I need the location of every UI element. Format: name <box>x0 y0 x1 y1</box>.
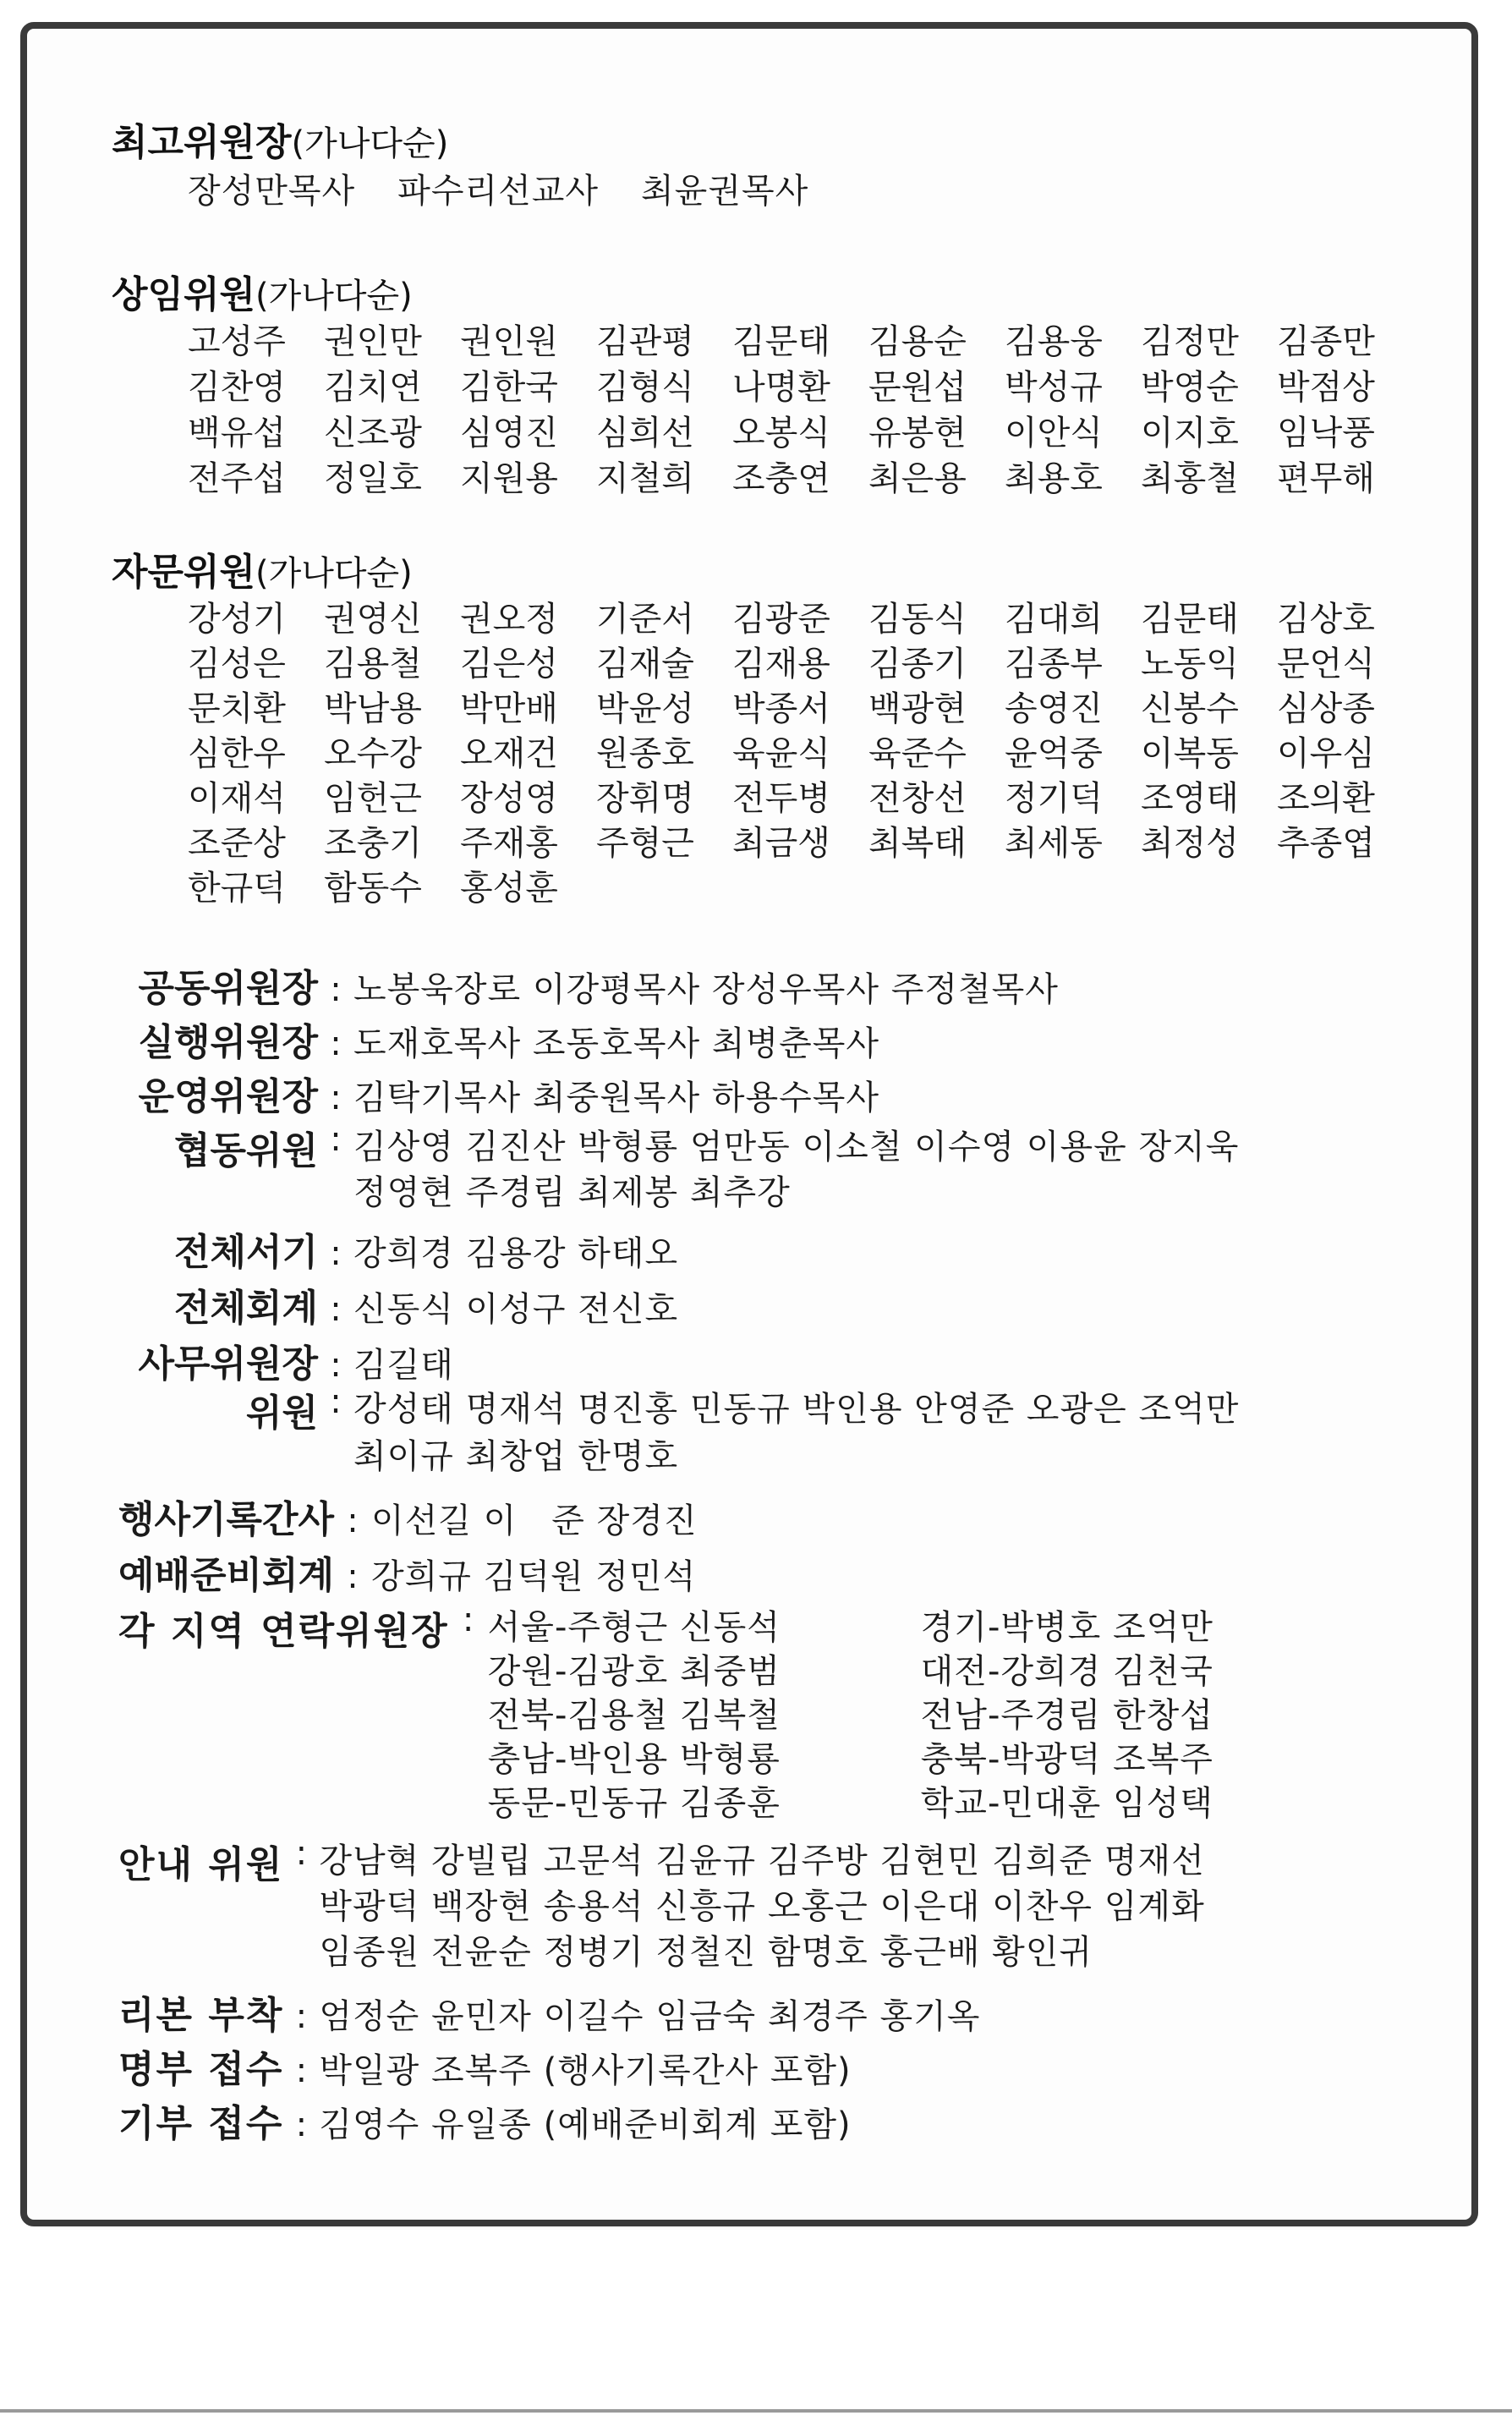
member-name: 원종호 <box>596 734 694 773</box>
misc-row <box>118 1985 980 2039</box>
standing-grid <box>188 315 1413 497</box>
member-name: 고성주 <box>188 322 286 361</box>
role-names: 김상영 김진산 박형룡 엄만동 이소철 이수영 이용윤 장지욱 <box>353 1128 1240 1167</box>
role-label: 전체서기 <box>173 1231 318 1274</box>
regional-entry: 대전-강희경 김천국 <box>920 1652 1213 1691</box>
colon: : <box>347 1501 359 1540</box>
role-label: 공동위원장 <box>138 967 318 1010</box>
misc-label: 명부 접수 <box>118 2048 284 2091</box>
member-name: 김종부 <box>1005 645 1103 683</box>
member-name: 김상호 <box>1277 600 1375 639</box>
advisory-row <box>188 637 1413 682</box>
regional-grid <box>487 1600 1354 1823</box>
misc-list <box>118 1985 980 2147</box>
member-name: 김정만 <box>1141 322 1239 361</box>
roles-list <box>101 958 1239 1484</box>
member-name: 이복동 <box>1141 734 1239 773</box>
member-name: 장성영 <box>460 779 558 818</box>
member-name: 심한우 <box>188 734 286 773</box>
role-label: 운영위원장 <box>138 1075 318 1118</box>
regional-section <box>118 1600 1354 1823</box>
colon: : <box>295 1834 308 1873</box>
role-row <box>101 1066 1239 1120</box>
member-name: 이우심 <box>1277 734 1375 773</box>
member-name: 심상종 <box>1277 689 1375 728</box>
record-row <box>118 1489 698 1543</box>
member-name: 김용웅 <box>1005 322 1103 361</box>
regional-entry: 충북-박광덕 조복주 <box>920 1740 1213 1779</box>
member-name: 주형근 <box>596 824 694 863</box>
member-name: 권인만 <box>324 322 422 361</box>
role-names: 김길태 <box>353 1346 454 1385</box>
member-name: 기준서 <box>596 600 694 639</box>
member-name: 추종엽 <box>1277 824 1375 863</box>
colon: : <box>295 2105 308 2144</box>
member-name: 권오정 <box>460 600 558 639</box>
standing-row <box>188 360 1413 406</box>
standing-row <box>188 315 1413 360</box>
role-label: 실행위원장 <box>138 1021 318 1064</box>
member-name: 김문태 <box>732 322 830 361</box>
member-name: 전두병 <box>732 779 830 818</box>
member-name: 전창선 <box>868 779 967 818</box>
member-name: 심영진 <box>460 414 558 453</box>
role-label: 협동위원 <box>173 1129 318 1172</box>
member-name: 백광현 <box>868 689 967 728</box>
member-name: 한규덕 <box>188 869 286 908</box>
member-name: 김대희 <box>1005 600 1103 639</box>
colon: : <box>330 1346 342 1385</box>
member-name: 전주섭 <box>188 459 286 498</box>
member-name: 조준상 <box>188 824 286 863</box>
member-name: 정일호 <box>324 459 422 498</box>
guide-names <box>319 1834 1204 1971</box>
member-name: 이지호 <box>1141 414 1239 453</box>
member-name: 김찬영 <box>188 368 286 407</box>
regional-entry: 경기-박병호 조억만 <box>920 1608 1213 1647</box>
member-name: 임헌근 <box>324 779 422 818</box>
misc-text: 엄정순 윤민자 이길수 임금숙 최경주 홍기옥 <box>319 1997 981 2036</box>
member-name: 주재홍 <box>460 824 558 863</box>
guide-line: 임종원 전윤순 정병기 정철진 함명호 홍근배 황인귀 <box>319 1933 1093 1972</box>
member-name: 김동식 <box>868 600 967 639</box>
regional-entry: 서울-주형근 신동석 <box>487 1608 781 1647</box>
member-name: 함동수 <box>324 869 422 908</box>
colon: : <box>330 970 342 1009</box>
member-name: 이재석 <box>188 779 286 818</box>
role-names: 강희경 김용강 하태오 <box>353 1234 679 1273</box>
member-name: 김문태 <box>1141 600 1239 639</box>
member-name: 지철희 <box>596 459 694 498</box>
role-label: 위원 <box>245 1392 318 1435</box>
guide-section <box>118 1834 1205 1971</box>
member-name: 김용순 <box>868 322 967 361</box>
guide-line: 강남혁 강빌립 고문석 김윤규 김주방 김현민 김희준 명재선 <box>319 1842 1205 1880</box>
record-label: 행사기록간사 <box>118 1498 335 1541</box>
worship-row <box>118 1545 696 1599</box>
member-name: 장휘명 <box>596 779 694 818</box>
member-name: 편무해 <box>1277 459 1375 498</box>
member-name: 오수강 <box>324 734 422 773</box>
advisory-row <box>188 816 1413 861</box>
standing-note: (가나다순) <box>255 277 413 316</box>
member-name: 문언식 <box>1277 645 1375 683</box>
misc-row <box>118 2093 980 2147</box>
member-name: 윤억중 <box>1005 734 1103 773</box>
colon: : <box>347 1557 359 1596</box>
role-names: 도재호목사 조동호목사 최병춘목사 <box>353 1024 880 1063</box>
colon: : <box>462 1600 474 1639</box>
regional-entry: 동문-민동규 김종훈 <box>487 1784 781 1823</box>
chair-note: (가나다순) <box>291 124 449 163</box>
member-name: 최용호 <box>1005 459 1103 498</box>
regional-row <box>487 1644 1354 1691</box>
role-names: 강성태 명재석 명진홍 민동규 박인용 안영준 오광은 조억만 <box>353 1390 1240 1429</box>
misc-row <box>118 2039 980 2093</box>
member-name: 이안식 <box>1005 414 1103 453</box>
chair-heading <box>112 112 448 166</box>
role-names: 노봉욱장로 이강평목사 장성우목사 주정철목사 <box>353 970 1059 1009</box>
role-names: 신동식 이성구 전신호 <box>353 1290 679 1329</box>
role-label: 사무위원장 <box>138 1342 318 1386</box>
role-row <box>101 958 1239 1012</box>
member-name: 육준수 <box>868 734 967 773</box>
member-name: 신조광 <box>324 414 422 453</box>
member-name: 임낙풍 <box>1277 414 1375 453</box>
advisory-row <box>188 861 1413 906</box>
member-name: 나명환 <box>732 368 830 407</box>
member-name: 오봉식 <box>732 414 830 453</box>
member-name: 문원섭 <box>868 368 967 407</box>
role-names: 정영현 주경림 최제봉 최추강 <box>353 1173 791 1212</box>
member-name: 최정성 <box>1141 824 1239 863</box>
chair-names <box>188 164 808 212</box>
advisory-title: 자문위원 <box>112 551 256 594</box>
role-row <box>101 1221 1239 1277</box>
role-names: 최이규 최창업 한명호 <box>353 1437 679 1476</box>
misc-text: 박일광 조복주 (행사기록간사 포함) <box>319 2051 852 2090</box>
member-name: 김종만 <box>1277 322 1375 361</box>
advisory-note: (가나다순) <box>255 554 413 593</box>
regional-row <box>487 1776 1354 1823</box>
member-name: 육윤식 <box>732 734 830 773</box>
regional-row <box>487 1688 1354 1735</box>
colon: : <box>330 1120 342 1159</box>
member-name: 조충기 <box>324 824 422 863</box>
regional-row <box>487 1600 1354 1647</box>
member-name: 오재건 <box>460 734 558 773</box>
colon: : <box>295 1997 308 2036</box>
standing-heading <box>112 264 413 318</box>
role-row <box>101 1333 1239 1386</box>
regional-entry: 충남-박인용 박형룡 <box>487 1740 781 1779</box>
member-name: 김종기 <box>868 645 967 683</box>
member-name: 조영태 <box>1141 779 1239 818</box>
member-name: 박점상 <box>1277 368 1375 407</box>
role-row <box>101 1277 1239 1333</box>
role-row <box>101 1120 1239 1221</box>
member-name: 박윤성 <box>596 689 694 728</box>
chair-title: 최고위원장 <box>112 121 292 164</box>
colon: : <box>295 2051 308 2090</box>
member-name: 김재용 <box>732 645 830 683</box>
colon: : <box>330 1382 342 1421</box>
member-name: 김재술 <box>596 645 694 683</box>
member-name: 신봉수 <box>1141 689 1239 728</box>
worship-names: 강희규 김덕원 정민석 <box>371 1557 697 1596</box>
standing-title: 상임위원 <box>112 273 256 316</box>
member-name: 김성은 <box>188 645 286 683</box>
member-name: 김치연 <box>324 368 422 407</box>
member-name: 강성기 <box>188 600 286 639</box>
member-name: 백유섭 <box>188 414 286 453</box>
member-name: 문치환 <box>188 689 286 728</box>
chair-name: 파수리선교사 <box>397 172 600 211</box>
member-name: 홍성훈 <box>460 869 558 908</box>
member-name: 김광준 <box>732 600 830 639</box>
member-name: 김은성 <box>460 645 558 683</box>
standing-row <box>188 452 1413 497</box>
member-name: 김용철 <box>324 645 422 683</box>
role-row <box>101 1382 1239 1484</box>
advisory-heading <box>112 541 413 596</box>
chair-name: 최윤권목사 <box>641 172 809 211</box>
regional-label: 각 지역 연락위원장 <box>118 1610 449 1653</box>
member-name: 정기덕 <box>1005 779 1103 818</box>
colon: : <box>330 1079 342 1117</box>
member-name: 최홍철 <box>1141 459 1239 498</box>
regional-entry: 강원-김광호 최중범 <box>487 1652 781 1691</box>
member-name: 최세동 <box>1005 824 1103 863</box>
member-name: 권영신 <box>324 600 422 639</box>
member-name: 박영순 <box>1141 368 1239 407</box>
misc-label: 리본 부착 <box>118 1994 284 2037</box>
member-name: 송영진 <box>1005 689 1103 728</box>
chair-name: 장성만목사 <box>188 172 356 211</box>
member-name: 박성규 <box>1005 368 1103 407</box>
member-name: 박남용 <box>324 689 422 728</box>
guide-line: 박광덕 백장현 송용석 신흥규 오홍근 이은대 이찬우 임계화 <box>319 1887 1205 1926</box>
page-edge-line <box>0 2409 1512 2413</box>
advisory-row <box>188 771 1413 816</box>
advisory-row <box>188 727 1413 771</box>
member-name: 김관평 <box>596 322 694 361</box>
regional-entry: 전남-주경림 한창섭 <box>920 1696 1213 1735</box>
member-name: 조충연 <box>732 459 830 498</box>
colon: : <box>330 1234 342 1273</box>
member-name: 조의환 <box>1277 779 1375 818</box>
advisory-grid <box>188 592 1413 906</box>
member-name: 유봉현 <box>868 414 967 453</box>
member-name: 노동익 <box>1141 645 1239 683</box>
member-name: 김한국 <box>460 368 558 407</box>
member-name: 심희선 <box>596 414 694 453</box>
member-name: 권인원 <box>460 322 558 361</box>
record-names: 이선길 이 준 장경진 <box>371 1501 698 1540</box>
advisory-row <box>188 682 1413 727</box>
regional-entry: 학교-민대훈 임성택 <box>920 1784 1213 1823</box>
misc-label: 기부 접수 <box>118 2102 284 2145</box>
misc-text: 김영수 유일종 (예배준비회계 포함) <box>319 2105 852 2144</box>
member-name: 김형식 <box>596 368 694 407</box>
regional-row <box>487 1732 1354 1779</box>
regional-entry: 전북-김용철 김복철 <box>487 1696 781 1735</box>
guide-label: 안내 위원 <box>118 1843 284 1886</box>
role-names: 김탁기목사 최중원목사 하용수목사 <box>353 1079 880 1117</box>
member-name: 지원용 <box>460 459 558 498</box>
colon: : <box>330 1290 342 1329</box>
member-name: 박종서 <box>732 689 830 728</box>
member-name: 최복태 <box>868 824 967 863</box>
member-name: 박만배 <box>460 689 558 728</box>
colon: : <box>330 1024 342 1063</box>
role-label: 전체회계 <box>173 1287 318 1330</box>
role-row <box>101 1012 1239 1066</box>
advisory-row <box>188 592 1413 637</box>
member-name: 최금생 <box>732 824 830 863</box>
standing-row <box>188 406 1413 452</box>
worship-label: 예배준비회계 <box>118 1554 335 1597</box>
member-name: 최은용 <box>868 459 967 498</box>
